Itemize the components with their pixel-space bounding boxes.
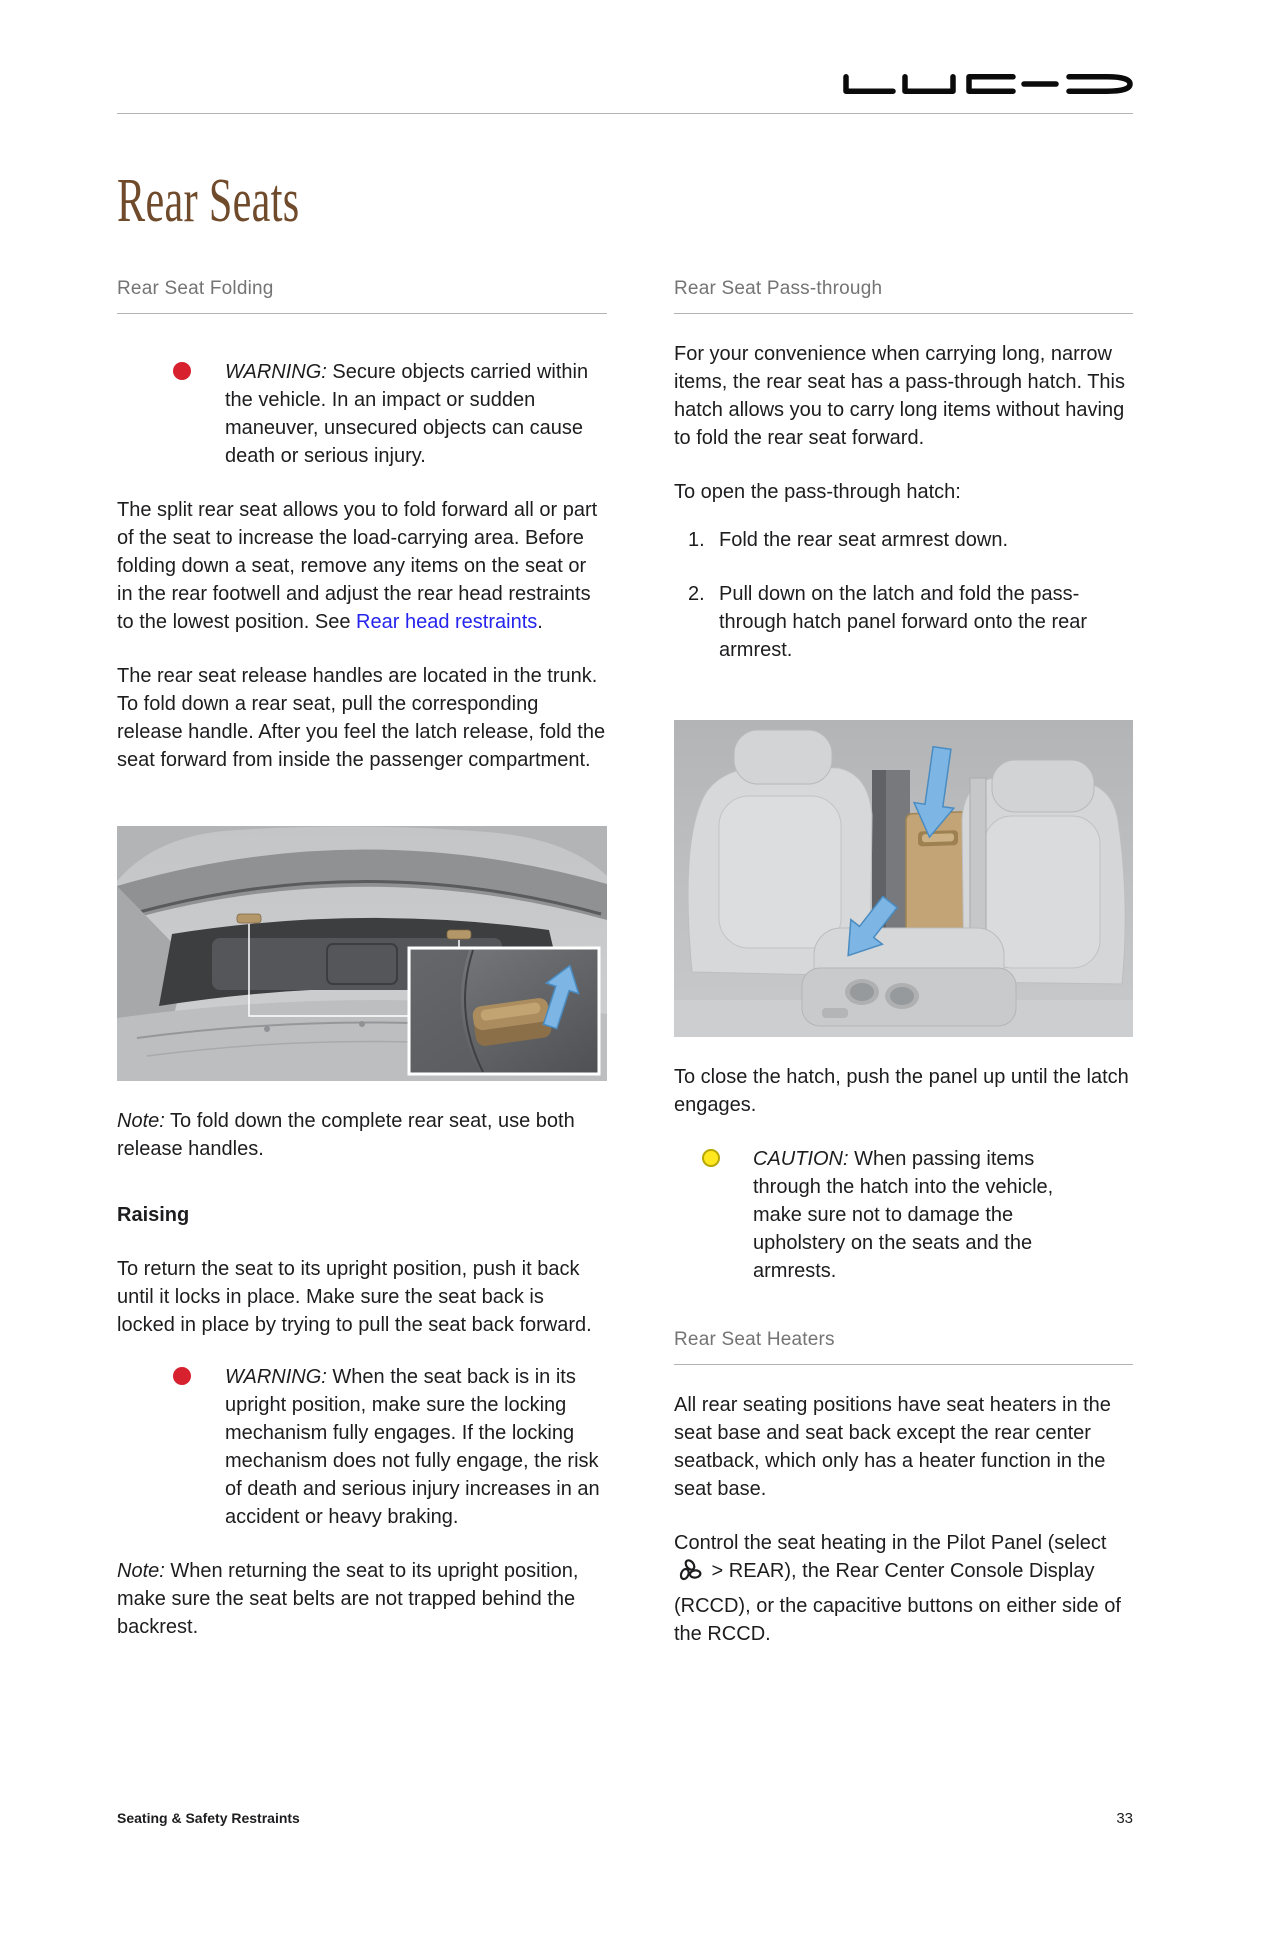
lucid-logo-icon: [843, 74, 1133, 94]
paragraph-fold-forward: The split rear seat allows you to fold forward all or part of the seat to increase the load-carrying area. Before folding down a seat, remove any items on the seat or in the rear footwell and adjust the rear head restraints to the lowest position. See Rear head restraints.: [117, 499, 598, 633]
numbered-list: [674, 526, 1133, 664]
warning-dot-icon: [173, 1367, 191, 1385]
trunk-release-illustration: [117, 826, 607, 1081]
section-rule: [674, 313, 1133, 314]
section-rule: [117, 313, 607, 314]
left-column: [117, 278, 607, 1648]
note-label: Note:: [117, 1560, 165, 1582]
paragraph-close-hatch: To close the hatch, push the panel up until the latch engages.: [674, 1066, 1129, 1116]
page-title: Rear Seats: [117, 166, 300, 235]
right-column: [674, 278, 1133, 1648]
fan-icon: [677, 1558, 703, 1592]
section-header-rear-seat-folding: Rear Seat Folding: [117, 278, 274, 299]
note-block: Note: When returning the seat to its upright position, make sure the seat belts are not trapped behind the backrest.: [117, 1560, 579, 1638]
paragraph-pass-through-intro: For your convenience when carrying long, narrow items, the rear seat has a pass-through hatch. This hatch allows you to carry long items without having to fold the rear seat forward.: [674, 343, 1125, 449]
page-number: 33: [1116, 1810, 1133, 1827]
list-text: Pull down on the latch and fold the pass-through hatch panel forward onto the rear armrest.: [719, 583, 1088, 661]
warning-block: [117, 358, 607, 470]
paragraph-heaters: All rear seating positions have seat heaters in the seat base and seat back except the rear center seatback, which only has a heater function in the seat base.: [674, 1394, 1111, 1500]
content-columns: [117, 278, 1133, 1648]
note-label: Note:: [117, 1110, 165, 1132]
caution-text: CAUTION: When passing items through the hatch into the vehicle, make sure not to damage the upholstery on the seats and the armrests.: [753, 1148, 1054, 1282]
warning-text: WARNING: Secure objects carried within the vehicle. In an impact or sudden maneuver, unsecured objects can cause death or serious injury.: [225, 361, 589, 467]
warning-dot-icon: [173, 362, 191, 380]
header-rule: [117, 113, 1133, 114]
section-header-rear-seat-pass-through: Rear Seat Pass-through: [674, 278, 883, 299]
paragraph-open-hatch: To open the pass-through hatch:: [674, 481, 961, 503]
footer-section-title: Seating & Safety Restraints: [117, 1810, 300, 1826]
rear-head-restraints-link[interactable]: Rear head restraints: [356, 611, 538, 633]
caution-dot-icon: [702, 1149, 720, 1167]
section-header-rear-seat-heaters: Rear Seat Heaters: [674, 1329, 835, 1350]
section-rule: [674, 1364, 1133, 1365]
list-number: 1.: [688, 529, 705, 551]
warning-text: WARNING: When the seat back is in its upright position, make sure the locking mechanism fully engages. If the locking mechanism does not fully engage, the risk of death and serious injury increases in an accident or heavy braking.: [225, 1366, 600, 1528]
list-item: [674, 580, 1133, 664]
warning-label: WARNING:: [225, 1366, 327, 1388]
warning-label: WARNING:: [225, 361, 327, 383]
subheading-raising: Raising: [117, 1204, 190, 1226]
page-footer: [117, 1810, 1133, 1827]
caution-label: CAUTION:: [753, 1148, 849, 1170]
paragraph-raising: To return the seat to its upright position, push it back until it locks in place. Make sure the seat back is locked in place by trying to pull the seat back forward.: [117, 1258, 592, 1336]
note-block: Note: To fold down the complete rear seat, use both release handles.: [117, 1110, 575, 1160]
paragraph-release-handles: The rear seat release handles are located in the trunk. To fold down a rear seat, pull the corresponding release handle. After you feel the latch release, fold the seat forward from inside the passenger compartment.: [117, 665, 606, 771]
list-item: [674, 526, 1133, 554]
paragraph-heater-controls: Control the seat heating in the Pilot Panel (select > REAR), the Rear Center Console Display (RCCD), or the capacitive buttons on either side of the RCCD.: [674, 1532, 1121, 1645]
caution-block: [674, 1145, 1133, 1285]
warning-block: [117, 1363, 607, 1531]
list-text: Fold the rear seat armrest down.: [719, 529, 1009, 551]
list-number: 2.: [688, 583, 705, 605]
pass-through-illustration: [674, 720, 1133, 1037]
